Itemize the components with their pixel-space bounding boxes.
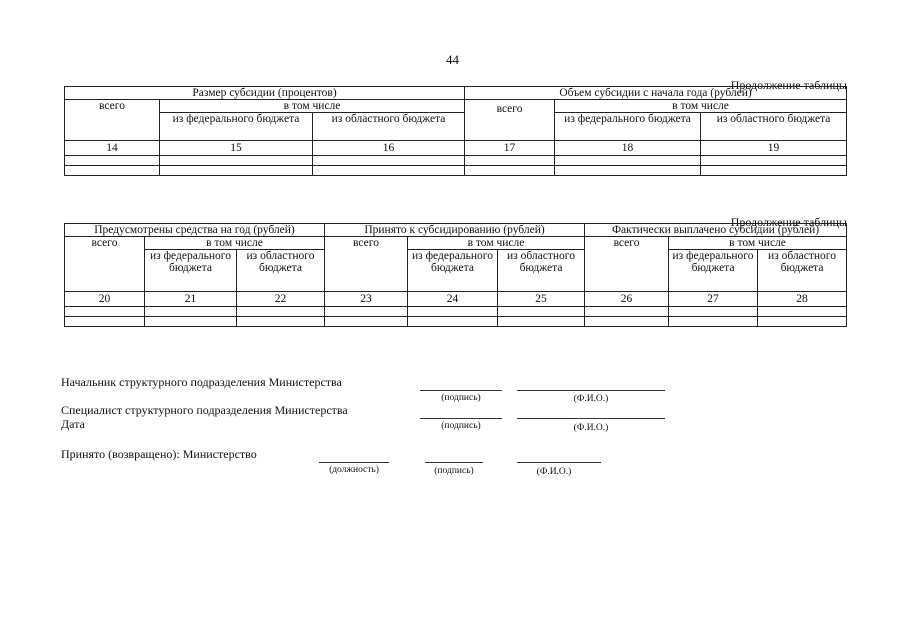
header-planned-funds: Предусмотрены средства на год (рублей) [65, 224, 325, 237]
header-regional: из областного бюджета [313, 113, 465, 141]
header-including: в том числе [408, 237, 585, 250]
column-number: 15 [160, 141, 313, 156]
header-regional: из областного бюджета [498, 250, 585, 292]
name-line [517, 390, 665, 391]
subsidy-table-1 [64, 86, 847, 176]
position-caption: (должность) [329, 465, 379, 475]
column-number: 23 [325, 292, 408, 307]
page-number: 44 [446, 52, 459, 67]
header-federal: из федерального бюджета [669, 250, 758, 292]
continuation-label-2: Продолжение таблицы [730, 215, 847, 229]
header-paid-subsidy: Фактически выплачено субсидии (рублей) [585, 224, 847, 237]
column-number: 16 [313, 141, 465, 156]
column-number: 25 [498, 292, 585, 307]
signature-caption: (подпись) [434, 466, 474, 476]
signature-line [425, 462, 483, 463]
column-number: 19 [701, 141, 847, 156]
header-including: в том числе [145, 237, 325, 250]
accepted-label: Принято (возвращено): Министерство [61, 447, 257, 461]
column-number: 24 [408, 292, 498, 307]
table-row [65, 307, 847, 317]
column-number: 21 [145, 292, 237, 307]
date-label: Дата [61, 417, 85, 431]
specialist-label: Специалист структурного подразделения Министерства [61, 403, 348, 417]
header-federal: из федерального бюджета [555, 113, 701, 141]
signature-line [420, 418, 502, 419]
head-of-unit-label: Начальник структурного подразделения Министерства [61, 375, 342, 389]
table-row [65, 166, 847, 176]
column-number: 14 [65, 141, 160, 156]
header-including: в том числе [555, 100, 847, 113]
header-federal: из федерального бюджета [160, 113, 313, 141]
header-total: всего [465, 100, 555, 141]
name-line [517, 462, 601, 463]
header-accepted-subsidy: Принято к субсидированию (рублей) [325, 224, 585, 237]
name-caption: (Ф.И.О.) [536, 467, 572, 477]
header-total: всего [325, 237, 408, 292]
header-regional: из областного бюджета [701, 113, 847, 141]
signature-line [420, 390, 502, 391]
column-number: 18 [555, 141, 701, 156]
continuation-label-1: Продолжение таблицы [730, 78, 847, 92]
header-subsidy-volume: Объем субсидии с начала года (рублей) [465, 87, 847, 100]
header-federal: из федерального бюджета [408, 250, 498, 292]
header-federal: из федерального бюджета [145, 250, 237, 292]
column-number: 20 [65, 292, 145, 307]
column-number: 22 [237, 292, 325, 307]
column-number: 17 [465, 141, 555, 156]
header-total: всего [585, 237, 669, 292]
table-row [65, 317, 847, 327]
header-regional: из областного бюджета [237, 250, 325, 292]
position-line [319, 462, 389, 463]
column-number: 28 [758, 292, 847, 307]
header-total: всего [65, 237, 145, 292]
name-caption: (Ф.И.О.) [573, 394, 609, 404]
column-number: 26 [585, 292, 669, 307]
name-line [517, 418, 665, 419]
signature-caption: (подпись) [441, 421, 481, 431]
table-row [65, 156, 847, 166]
header-subsidy-size: Размер субсидии (процентов) [65, 87, 465, 100]
column-number: 27 [669, 292, 758, 307]
name-caption: (Ф.И.О.) [573, 423, 609, 433]
header-including: в том числе [669, 237, 847, 250]
header-regional: из областного бюджета [758, 250, 847, 292]
header-including: в том числе [160, 100, 465, 113]
header-total: всего [65, 100, 160, 141]
subsidy-table-2 [64, 223, 847, 327]
signature-caption: (подпись) [441, 393, 481, 403]
